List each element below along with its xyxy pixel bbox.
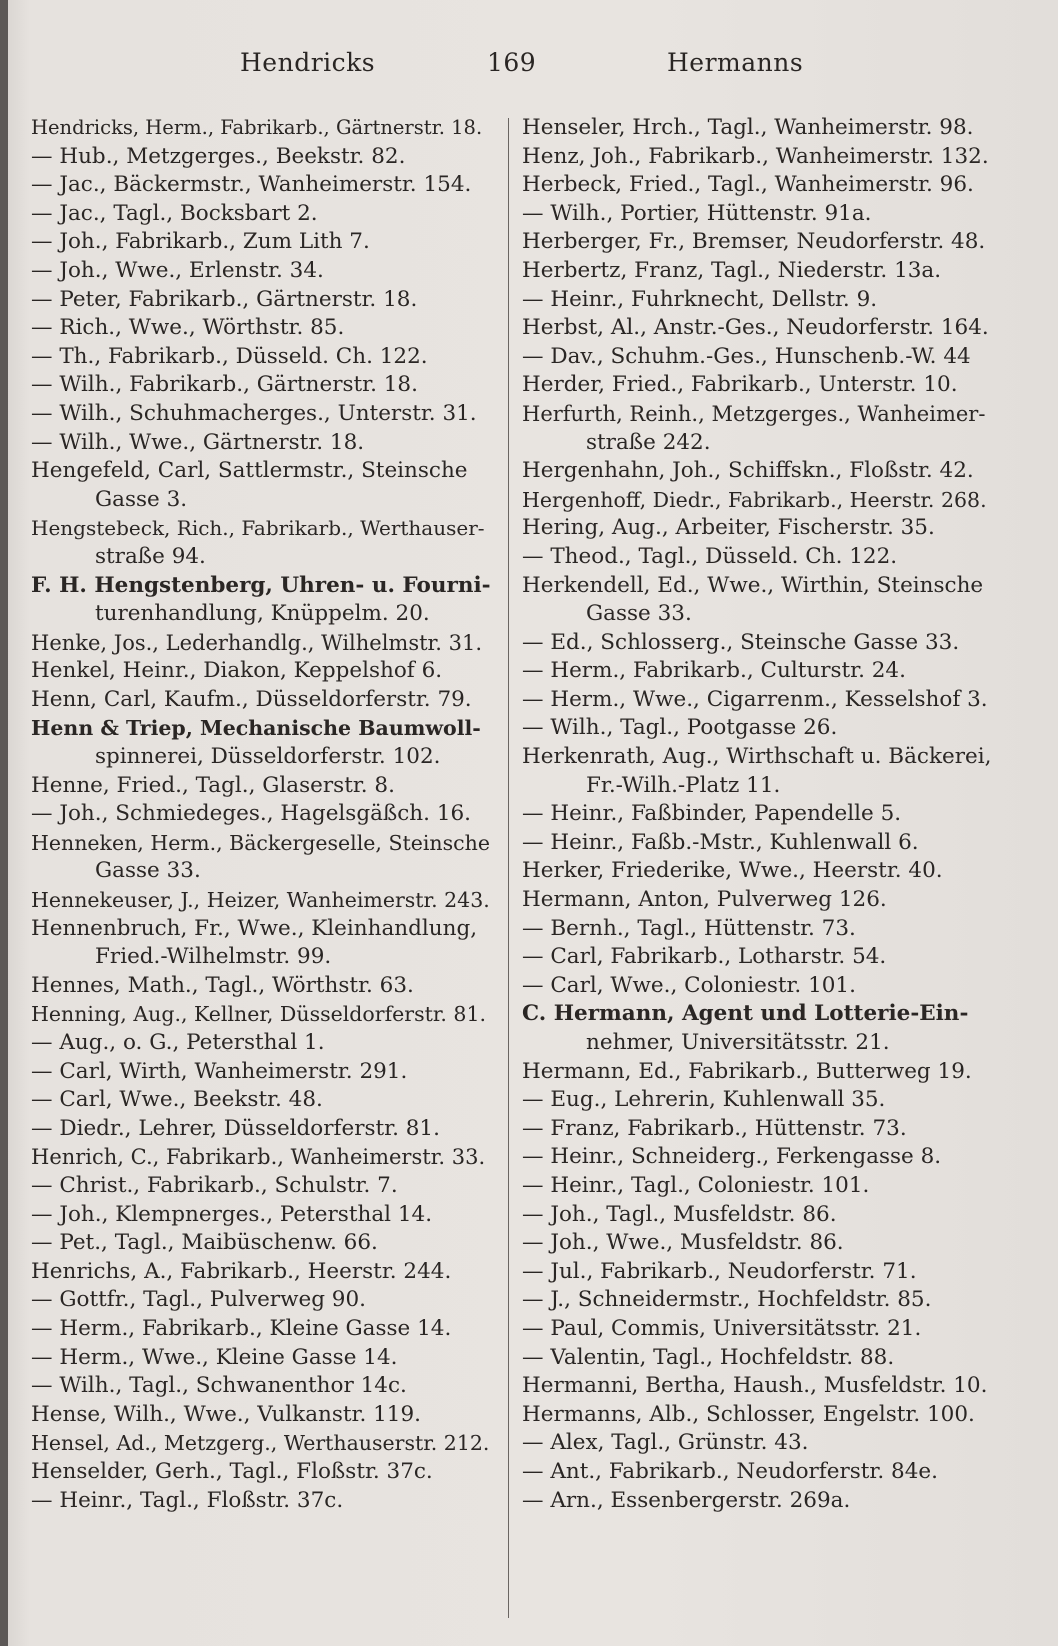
directory-entry-line: — Carl, Fabrikarb., Lotharstr. 54. <box>522 944 887 970</box>
running-header <box>0 48 1058 88</box>
directory-entry-line: — Arn., Essenbergerstr. 269a. <box>522 1487 851 1513</box>
directory-entry-line: Hering, Aug., Arbeiter, Fischerstr. 35. <box>522 515 935 541</box>
directory-entry-line: — Herm., Wwe., Cigarrenm., Kesselshof 3. <box>522 686 988 712</box>
directory-entry-line: Hengefeld, Carl, Sattlermstr., Steinsche <box>31 458 468 484</box>
directory-entry-line: Henrichs, A., Fabrikarb., Heerstr. 244. <box>31 1258 452 1284</box>
directory-entry-line: — Herm., Fabrikarb., Kleine Gasse 14. <box>31 1315 452 1341</box>
directory-entry-line: Herbertz, Franz, Tagl., Niederstr. 13a. <box>522 257 942 283</box>
directory-entry-line: Henz, Joh., Fabrikarb., Wanheimerstr. 132. <box>522 143 989 169</box>
page-binding-edge <box>0 0 8 1646</box>
header-first-entry: Hendricks <box>240 48 376 77</box>
directory-entry-line: — Wilh., Fabrikarb., Gärtnerstr. 18. <box>31 372 418 398</box>
directory-entry-line: — Joh., Fabrikarb., Zum Lith 7. <box>31 229 370 255</box>
directory-entry-line: — Valentin, Tagl., Hochfeldstr. 88. <box>522 1344 895 1370</box>
directory-entry-line: — Carl, Wirth, Wanheimerstr. 291. <box>31 1058 408 1084</box>
directory-entry-line: Hensel, Ad., Metzgerg., Werthauserstr. 212. <box>31 1431 490 1456</box>
directory-entry-line: Herbst, Al., Anstr.-Ges., Neudorferstr. 164. <box>522 315 989 341</box>
directory-entry-line: — Jac., Tagl., Bocksbart 2. <box>31 200 318 226</box>
directory-entry-line: — Diedr., Lehrer, Düsseldorferstr. 81. <box>31 1115 440 1141</box>
directory-entry-line: — Carl, Wwe., Beekstr. 48. <box>31 1087 323 1113</box>
directory-entry-line: Herfurth, Reinh., Metzgerges., Wanheimer- <box>522 401 986 426</box>
directory-entry-line: Hennekeuser, J., Heizer, Wanheimerstr. 243. <box>31 888 490 913</box>
directory-entry-line: — Hub., Metzgerges., Beekstr. 82. <box>31 143 406 169</box>
directory-entry-line: Hergenhoff, Diedr., Fabrikarb., Heerstr. 268. <box>522 487 987 512</box>
directory-entry-line: Herker, Friederike, Wwe., Heerstr. 40. <box>522 858 943 884</box>
directory-entry-line: — Wilh., Tagl., Schwanenthor 14c. <box>31 1373 407 1399</box>
directory-entry-line: Henneken, Herm., Bäckergeselle, Steinsche <box>31 830 490 855</box>
directory-entry-line: straße 242. <box>586 429 711 455</box>
directory-entry-line: Hermann, Ed., Fabrikarb., Butterweg 19. <box>522 1058 972 1084</box>
directory-entry-line: — Alex, Tagl., Grünstr. 43. <box>522 1430 809 1456</box>
directory-entry-line: — Heinr., Faßbinder, Papendelle 5. <box>522 801 902 827</box>
directory-entry-line: Hengstebeck, Rich., Fabrikarb., Werthauser- <box>31 516 485 541</box>
directory-entry-line: Henn, Carl, Kaufm., Düsseldorferstr. 79. <box>31 686 472 712</box>
directory-entry-line: — Wilh., Wwe., Gärtnerstr. 18. <box>31 429 365 455</box>
directory-entry-line: Hennenbruch, Fr., Wwe., Kleinhandlung, <box>31 915 478 941</box>
directory-entry-line: — Bernh., Tagl., Hüttenstr. 73. <box>522 915 856 941</box>
directory-entry-line: Herkendell, Ed., Wwe., Wirthin, Steinsche <box>522 572 984 598</box>
directory-entry-line: — Wilh., Schuhmacherges., Unterstr. 31. <box>31 400 477 426</box>
directory-entry-line: — Eug., Lehrerin, Kuhlenwall 35. <box>522 1087 886 1113</box>
directory-entry-line: — Herm., Fabrikarb., Culturstr. 24. <box>522 658 906 684</box>
directory-entry-line: Hennes, Math., Tagl., Wörthstr. 63. <box>31 972 414 998</box>
directory-entry-line: — Rich., Wwe., Wörthstr. 85. <box>31 315 345 341</box>
directory-entry-line: Gasse 3. <box>95 486 188 512</box>
directory-entry-line: Gasse 33. <box>586 601 692 627</box>
directory-entry-line: — Dav., Schuhm.-Ges., Hunschenb.-W. 44 <box>522 343 971 369</box>
directory-entry-line: Henne, Fried., Tagl., Glaserstr. 8. <box>31 772 395 798</box>
directory-entry-line: Herkenrath, Aug., Wirthschaft u. Bäckerei, <box>522 744 992 770</box>
directory-entry-line: Henn & Triep, Mechanische Baumwoll- <box>31 716 481 741</box>
directory-entry-line: — Heinr., Faßb.-Mstr., Kuhlenwall 6. <box>522 829 919 855</box>
directory-entry-line: — Ant., Fabrikarb., Neudorferstr. 84e. <box>522 1458 938 1484</box>
directory-entry-line: — Pet., Tagl., Maibüschenw. 66. <box>31 1230 378 1256</box>
directory-entry-line: Herbeck, Fried., Tagl., Wanheimerstr. 96. <box>522 172 974 198</box>
directory-entry-line: — Herm., Wwe., Kleine Gasse 14. <box>31 1344 398 1370</box>
directory-entry-line: straße 94. <box>95 543 206 569</box>
directory-entry-line: Henrich, C., Fabrikarb., Wanheimerstr. 33. <box>31 1145 486 1170</box>
directory-entry-line: — Christ., Fabrikarb., Schulstr. 7. <box>31 1172 398 1198</box>
directory-entry-line: Henkel, Heinr., Diakon, Keppelshof 6. <box>31 658 443 684</box>
directory-entry-line: Herder, Fried., Fabrikarb., Unterstr. 10. <box>522 372 958 398</box>
directory-entry-line: — Joh., Klempnerges., Petersthal 14. <box>31 1201 433 1227</box>
directory-entry-line: — Wilh., Tagl., Pootgasse 26. <box>522 715 838 741</box>
directory-entry-line: Fried.-Wilhelmstr. 99. <box>95 944 332 970</box>
directory-entry-line: — Heinr., Tagl., Floßstr. 37c. <box>31 1487 344 1513</box>
directory-entry-line: Hermanni, Bertha, Haush., Musfeldstr. 10. <box>522 1373 988 1399</box>
directory-entry-line: F. H. Hengstenberg, Uhren- u. Fourni- <box>31 572 491 598</box>
directory-entry-line: Hermanns, Alb., Schlosser, Engelstr. 100. <box>522 1401 975 1427</box>
directory-entry-line: — Heinr., Schneiderg., Ferkengasse 8. <box>522 1144 942 1170</box>
directory-entry-line: Hendricks, Herm., Fabrikarb., Gärtnerstr. 18. <box>31 116 483 139</box>
directory-entry-line: — Aug., o. G., Petersthal 1. <box>31 1030 325 1055</box>
directory-entry-line: — Peter, Fabrikarb., Gärtnerstr. 18. <box>31 286 418 312</box>
directory-entry-line: — Joh., Wwe., Musfeldstr. 86. <box>522 1230 844 1256</box>
directory-entry-line: spinnerei, Düsseldorferstr. 102. <box>95 744 441 770</box>
directory-entry-line: — Jul., Fabrikarb., Neudorferstr. 71. <box>522 1258 917 1284</box>
directory-entry-line: — Gottfr., Tagl., Pulverweg 90. <box>31 1287 366 1313</box>
directory-entry-line: — Joh., Tagl., Musfeldstr. 86. <box>522 1201 837 1227</box>
directory-entry-line: — J., Schneidermstr., Hochfeldstr. 85. <box>522 1287 932 1313</box>
directory-entry-line: — Paul, Commis, Universitätsstr. 21. <box>522 1315 922 1341</box>
directory-entry-line: — Wilh., Portier, Hüttenstr. 91a. <box>522 200 872 226</box>
page-number: 169 <box>487 48 537 77</box>
directory-entry-line: Hense, Wilh., Wwe., Vulkanstr. 119. <box>31 1401 421 1427</box>
directory-entry-line: — Carl, Wwe., Coloniestr. 101. <box>522 972 856 998</box>
directory-entry-line: Henselder, Gerh., Tagl., Floßstr. 37c. <box>31 1458 433 1484</box>
directory-entry-line: Henning, Aug., Kellner, Düsseldorferstr. 81. <box>31 1002 487 1027</box>
right-column <box>522 114 992 1515</box>
directory-entry-line: nehmer, Universitätsstr. 21. <box>586 1030 890 1055</box>
directory-entry-line: Hermann, Anton, Pulverweg 126. <box>522 887 887 913</box>
left-column <box>31 114 491 1515</box>
directory-entry-line: — Th., Fabrikarb., Düsseld. Ch. 122. <box>31 343 428 369</box>
header-last-entry: Hermanns <box>667 48 804 77</box>
directory-entry-line: Henseler, Hrch., Tagl., Wanheimerstr. 98. <box>522 115 974 140</box>
directory-entry-line: — Franz, Fabrikarb., Hüttenstr. 73. <box>522 1115 907 1141</box>
directory-entry-line: Gasse 33. <box>95 858 201 884</box>
directory-entry-line: Herberger, Fr., Bremser, Neudorferstr. 48. <box>522 229 986 255</box>
column-divider <box>508 118 509 1618</box>
directory-entry-line: — Theod., Tagl., Düsseld. Ch. 122. <box>522 543 898 569</box>
directory-entry-line: C. Hermann, Agent und Lotterie-Ein- <box>522 1001 969 1027</box>
directory-entry-line: Fr.-Wilh.-Platz 11. <box>586 772 781 798</box>
directory-entry-line: — Heinr., Tagl., Coloniestr. 101. <box>522 1172 870 1198</box>
directory-entry-line: — Jac., Bäckermstr., Wanheimerstr. 154. <box>31 172 472 198</box>
directory-entry-line: Hergenhahn, Joh., Schiffskn., Floßstr. 42. <box>522 458 974 484</box>
directory-entry-line: Henke, Jos., Lederhandlg., Wilhelmstr. 31. <box>31 630 483 655</box>
directory-entry-line: turenhandlung, Knüppelm. 20. <box>95 601 430 627</box>
directory-entry-line: — Ed., Schlosserg., Steinsche Gasse 33. <box>522 629 960 655</box>
directory-entry-line: — Joh., Schmiedeges., Hagelsgäßch. 16. <box>31 801 472 827</box>
directory-entry-line: — Heinr., Fuhrknecht, Dellstr. 9. <box>522 286 878 312</box>
directory-entry-line: — Joh., Wwe., Erlenstr. 34. <box>31 257 324 283</box>
